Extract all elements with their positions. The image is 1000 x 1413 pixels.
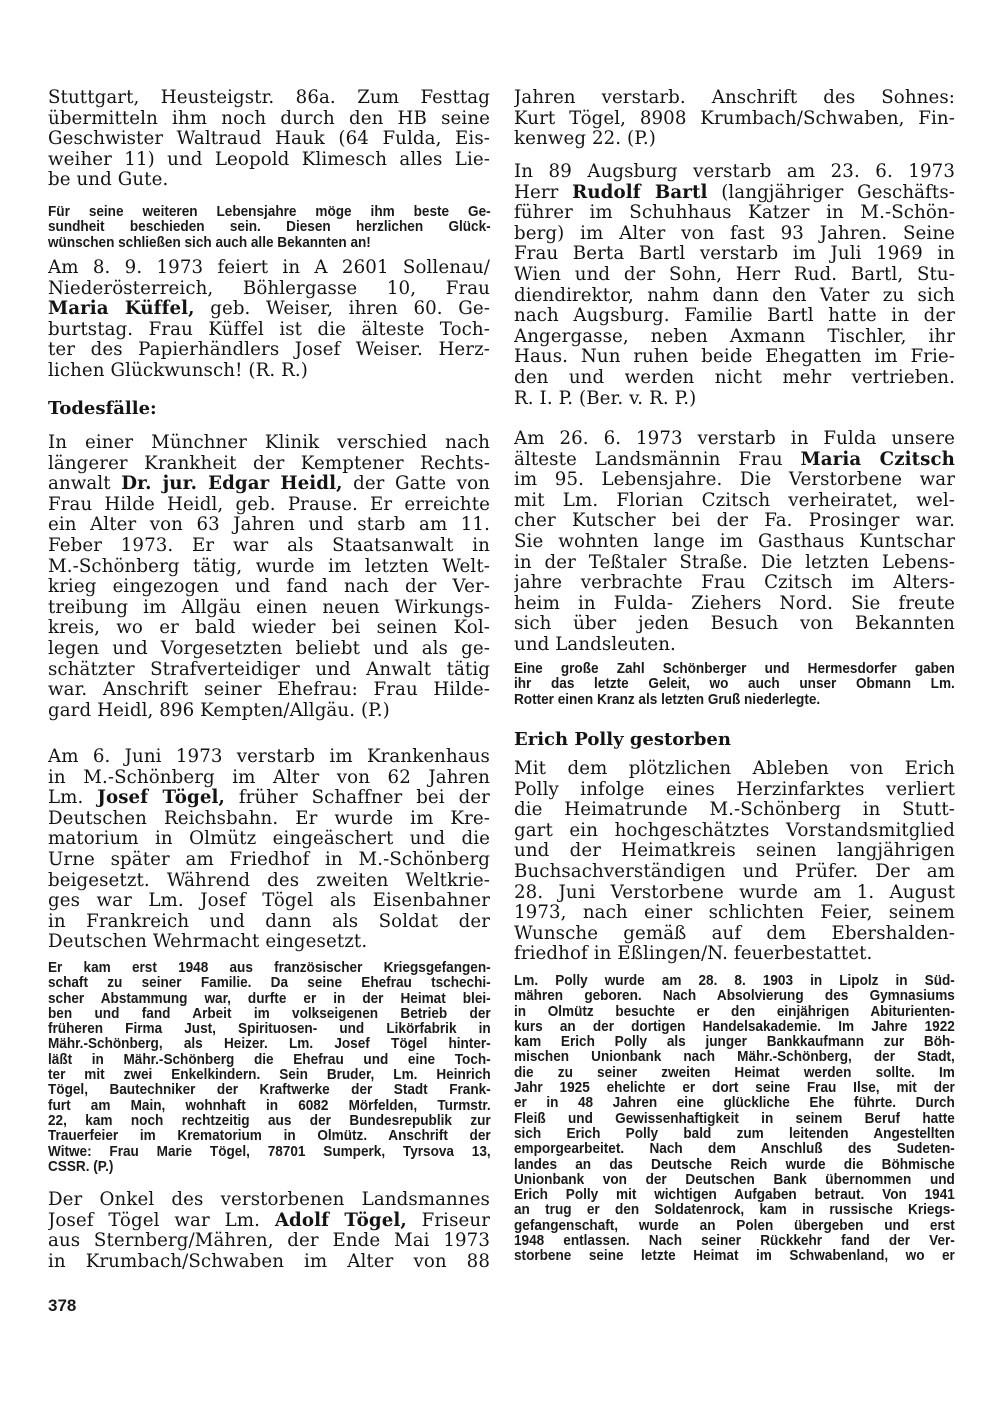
text-line: weiher 11) und Leopold Klimesch alles Lie- [48,149,490,170]
text-line: ein Alter von 63 Jahren und starb am 11. [48,515,490,536]
text-line: Frau Berta Bartl verstarb im Juli 1969 in [514,244,955,265]
text-line: ter des Papierhändlers Josef Weiser. Herz- [48,340,490,361]
text-line: matorium in Olmütz eingeäschert und die [48,829,490,850]
text-line: R. I. P. (Ber. v. R. P.) [514,388,697,409]
text-line [48,474,490,495]
text-line: läßt in Mähr.-Schönberg die Ehefrau und eine Toch- [48,1052,491,1068]
toegel-small-paragraph [48,961,491,1175]
text-line: 1948 entlassen. Nach seiner Rückkehr fand der Ver- [514,1234,955,1250]
text-line: längerer Krankheit der Kemptener Rechts- [48,453,490,474]
text-line: emporgearbeitet. Nach dem Anschluß des Sudeten- [514,1142,955,1158]
text-line: schätzter Strafverteidiger und Anwalt tätig [48,659,490,680]
czitsch-paragraph [514,429,955,656]
text-line: storbene seine letzte Heimat im Schwabenland, wo er [514,1249,955,1265]
text-line: kam Erich Polly als junger Bankkaufmann zur Böh- [514,1035,955,1051]
text-line: treibung im Allgäu einen neuen Wirkungs- [48,597,490,618]
name-bold: Maria Küffel, [48,299,195,320]
text-line: er in 48 Jahren eine glückliche Ehe führte. Durch [514,1096,955,1112]
text-line: in M.-Schönberg im Alter von 62 Jahren [48,767,490,788]
text-line: und der Heimatkreis seinen langjährigen [514,841,955,862]
text-line: In 89 Augsburg verstarb am 23. 6. 1973 [514,162,955,182]
text-line: Geschwister Waltraud Hauk (64 Fulda, Eis- [48,129,490,150]
text-line: scher Abstammung war, durfte er in der Heimat blei- [48,991,491,1007]
text-line: kenweg 22. (P.) [514,129,656,150]
text-line: Tögel, Bautechniker der Kraftwerke der Stadt Frank- [48,1083,491,1099]
heidl-paragraph [48,433,490,721]
text-line: lichen Glückwunsch! (R. R.) [48,360,308,381]
text-line: kreis, wo er bald wieder bei seinen Kol- [48,618,490,639]
text-line: 28. Juni Verstorbene wurde am 1. August [514,882,955,903]
text-fragment: Herr [514,182,573,203]
text-line: den und werden nicht mehr vertrieben. [514,367,955,388]
text-line: In einer Münchner Klinik verschied nach [48,433,490,453]
text-line: Jahr 1925 ehelichte er dort seine Frau Ilse, mit der [514,1081,955,1097]
text-line: gefangenschaft, wurde an Polen übergeben und erst [514,1218,955,1234]
text-line: legen und Vorgesetzten beliebt und als ge- [48,638,490,659]
text-line: Unionbank von der Deutschen Bank übernommen und [514,1172,955,1188]
text-line: Rotter einen Kranz als letzten Gruß niederlegte. [514,692,821,708]
polly-paragraph [514,759,955,965]
intro-small-paragraph [48,205,491,251]
text-line: ben und fand Arbeit im volkseigenen Betrieb der [48,1006,491,1022]
text-line: kurs an der dortigen Handelsakademie. Im Jahre 1922 [514,1019,955,1035]
text-line: Er kam erst 1948 aus französischer Kriegsgefangen- [48,961,491,976]
text-line: Erich Polly mit wichtigen Aufgaben betraut. Von 1941 [514,1188,955,1204]
text-line: die zu seiner zweiten Heimat werden sollte. Im [514,1065,955,1081]
text-line: M.-Schönberg tätig, wurde im letzten Welt- [48,556,490,577]
text-line: Am 8. 9. 1973 feiert in A 2601 Sollenau/ [48,258,490,278]
text-line: Fleiß und Gewissenhaftigkeit in seinem Beruf hatte [514,1111,955,1127]
text-line: an trug er den Soldatenrock, kam in russische Kriegs- [514,1203,955,1219]
text-line: krieg eingezogen und fand nach der Ver- [48,577,490,598]
adolf-continued-paragraph [514,88,955,150]
text-line: diendirektor, nahm dann den Vater zu sich [514,285,955,306]
name-bold: Dr. jur. Edgar Heidl, [121,474,343,495]
text-line: Kurt Tögel, 8908 Krumbach/Schwaben, Fin- [514,108,955,129]
adolf-paragraph [48,1190,490,1272]
text-line: die Heimatrunde M.-Schönberg in Stutt- [514,800,955,821]
text-line: gard Heidl, 896 Kempten/Allgäu. (P.) [48,700,390,721]
text-fragment: geb. Weiser, ihren 60. Ge- [194,299,490,320]
text-line [48,299,490,320]
text-line: berg) im Alter von fast 93 Jahren. Seine [514,223,955,244]
text-line: landes an das Deutsche Reich wurde die Böhmische [514,1157,955,1173]
text-line: führer im Schuhhaus Katzer in M.-Schön- [514,203,955,224]
text-line: CSSR. (P.) [48,1159,114,1175]
text-line: war. Anschrift seiner Ehefrau: Frau Hilde- [48,680,490,701]
czitsch-small-paragraph [514,662,955,708]
text-line: sundheit beschieden sein. Diesen herzlichen Glück- [48,220,491,236]
section-heading-todesfaelle: Todesfälle: [48,398,157,419]
text-line: Feber 1973. Er war als Staatsanwalt in [48,535,490,556]
text-line: 22, kam noch rechtzeitig aus der Bundesrepublik zur [48,1113,491,1129]
kueffel-paragraph [48,258,490,382]
text-line: Urne später am Friedhof in M.-Schönberg [48,849,490,870]
text-line [514,183,955,204]
text-line: wünschen schließen sich auch alle Bekannten an! [48,235,371,251]
text-line: Polly infolge eines Herzinfarktes verliert [514,779,955,800]
text-line: ges war Lm. Josef Tögel als Eisenbahner [48,891,490,912]
text-line [48,788,490,809]
polly-small-paragraph [514,974,955,1265]
text-line: im 95. Lebensjahre. Die Verstorbene war [514,470,955,491]
text-fragment: Friseur [406,1210,490,1231]
text-line: Jahren verstarb. Anschrift des Sohnes: [514,88,955,108]
text-line: sich über jeden Besuch von Bekannten [514,614,955,635]
section-heading-polly: Erich Polly gestorben [514,729,731,750]
text-line: früheren Firma Just, Spirituosen- und Likörfabrik in [48,1022,491,1038]
text-line: Niederösterreich, Böhlergasse 10, Frau [48,278,490,299]
name-bold: Rudolf Bartl [572,182,708,203]
text-line: Deutschen Wehrmacht eingesetzt. [48,932,368,953]
text-fragment: früher Schaffner bei der [224,788,490,809]
text-line: mit Lm. Florian Czitsch verheiratet, wel- [514,490,955,511]
text-line: Angergasse, neben Axmann Tischler, ihr [514,326,955,347]
text-line: mischen Unionbank nach Mähr.-Schönberg, der Stadt, [514,1050,955,1066]
text-line: Wien und der Sohn, Herr Rud. Bartl, Stu- [514,264,955,285]
text-line: jahre verbrachte Frau Czitsch im Alters- [514,573,955,594]
text-line: 1973, nach einer schlichten Feier, seinem [514,903,955,924]
text-fragment: (langjähriger Geschäfts- [707,182,955,203]
text-line: Am 6. Juni 1973 verstarb im Krankenhaus [48,747,490,767]
text-line: heim in Fulda- Ziehers Nord. Sie freute [514,593,955,614]
text-line: cher Kutscher bei der Fa. Prosinger war. [514,511,955,532]
text-line: Trauerfeier im Krematorium in Olmütz. Anschrift der [48,1129,491,1145]
text-line: ihr das letzte Geleit, wo auch unser Obmann Lm. [514,677,955,693]
text-line: nach Augsburg. Familie Bartl hatte in der [514,306,955,327]
page-number: 378 [48,1296,77,1315]
toegel-paragraph [48,747,490,953]
text-line [514,450,955,471]
text-line: Wunsche gemäß auf dem Ebershalden- [514,923,955,944]
text-line: beigesetzt. Während des zweiten Weltkrie- [48,870,490,891]
text-fragment: Josef Tögel war Lm. [48,1210,275,1231]
text-line: Lm. Polly wurde am 28. 8. 1903 in Lipolz in Süd- [514,974,955,989]
intro-paragraph [48,88,490,191]
text-line: Witwe: Frau Marie Tögel, 78701 Sumperk, Tyrsova 13, [48,1144,491,1160]
text-line: gart ein hochgeschätztes Vorstandsmitglied [514,820,955,841]
name-bold: Josef Tögel, [97,788,225,809]
text-fragment: der Gatte von [342,474,490,495]
text-line: Mit dem plötzlichen Ableben von Erich [514,759,955,779]
text-line: sich Erich Polly bald zum leitenden Angestellten [514,1126,955,1142]
text-line: furt am Main, wohnhaft in 6082 Mörfelden, Turmstr. [48,1098,491,1114]
text-line: in der Teßtaler Straße. Die letzten Lebens- [514,552,955,573]
text-line: Frau Hilde Heidl, geb. Prause. Er erreichte [48,494,490,515]
text-line: in Krumbach/Schwaben im Alter von 88 [48,1251,490,1272]
text-line: burtstag. Frau Küffel ist die älteste Toch- [48,319,490,340]
text-fragment: Lm. [48,788,98,809]
text-line: aus Sternberg/Mähren, der Ende Mai 1973 [48,1231,490,1252]
text-line: übermitteln ihm noch durch den HB seine [48,108,490,129]
text-line: Am 26. 6. 1973 verstarb in Fulda unsere [514,429,955,449]
text-line: mähren geboren. Nach Absolvierung des Gymnasiums [514,989,955,1005]
text-line: Buchsachverständigen und Prüfer. Der am [514,861,955,882]
text-line: ter mit zwei Enkelkindern. Sein Bruder, Lm. Heinrich [48,1068,491,1084]
name-bold: Adolf Tögel, [274,1210,407,1231]
text-line: schaft zu seiner Familie. Da seine Ehefrau tschechi- [48,976,491,992]
text-line: Mähr.-Schönberg, als Heizer. Lm. Josef Tögel hinter- [48,1037,491,1053]
bartl-paragraph [514,162,955,409]
text-line: Eine große Zahl Schönberger und Hermesdorfer gaben [514,662,955,677]
text-line: Für seine weiteren Lebensjahre möge ihm beste Ge- [48,205,491,220]
name-bold: Maria Czitsch [800,449,955,470]
text-fragment: anwalt [48,474,122,495]
text-line: be und Gute. [48,170,169,191]
text-line: und Landsleuten. [514,634,676,655]
text-line: Deutschen Reichsbahn. Er wurde im Kre- [48,808,490,829]
text-line: Sie wohnten lange im Gasthaus Kuntschar [514,531,955,552]
text-line: Der Onkel des verstorbenen Landsmannes [48,1190,490,1210]
text-line: Stuttgart, Heusteigstr. 86a. Zum Festtag [48,88,490,108]
text-line: in Frankreich und dann als Soldat der [48,911,490,932]
text-line: friedhof in Eßlingen/N. feuerbestattet. [514,944,873,965]
text-fragment: älteste Landsmännin Frau [514,449,801,470]
text-line [48,1211,490,1232]
text-line: in Olmütz besuchte er den einjährigen Abiturienten- [514,1004,955,1020]
text-line: Haus. Nun ruhen beide Ehegatten im Frie- [514,347,955,368]
